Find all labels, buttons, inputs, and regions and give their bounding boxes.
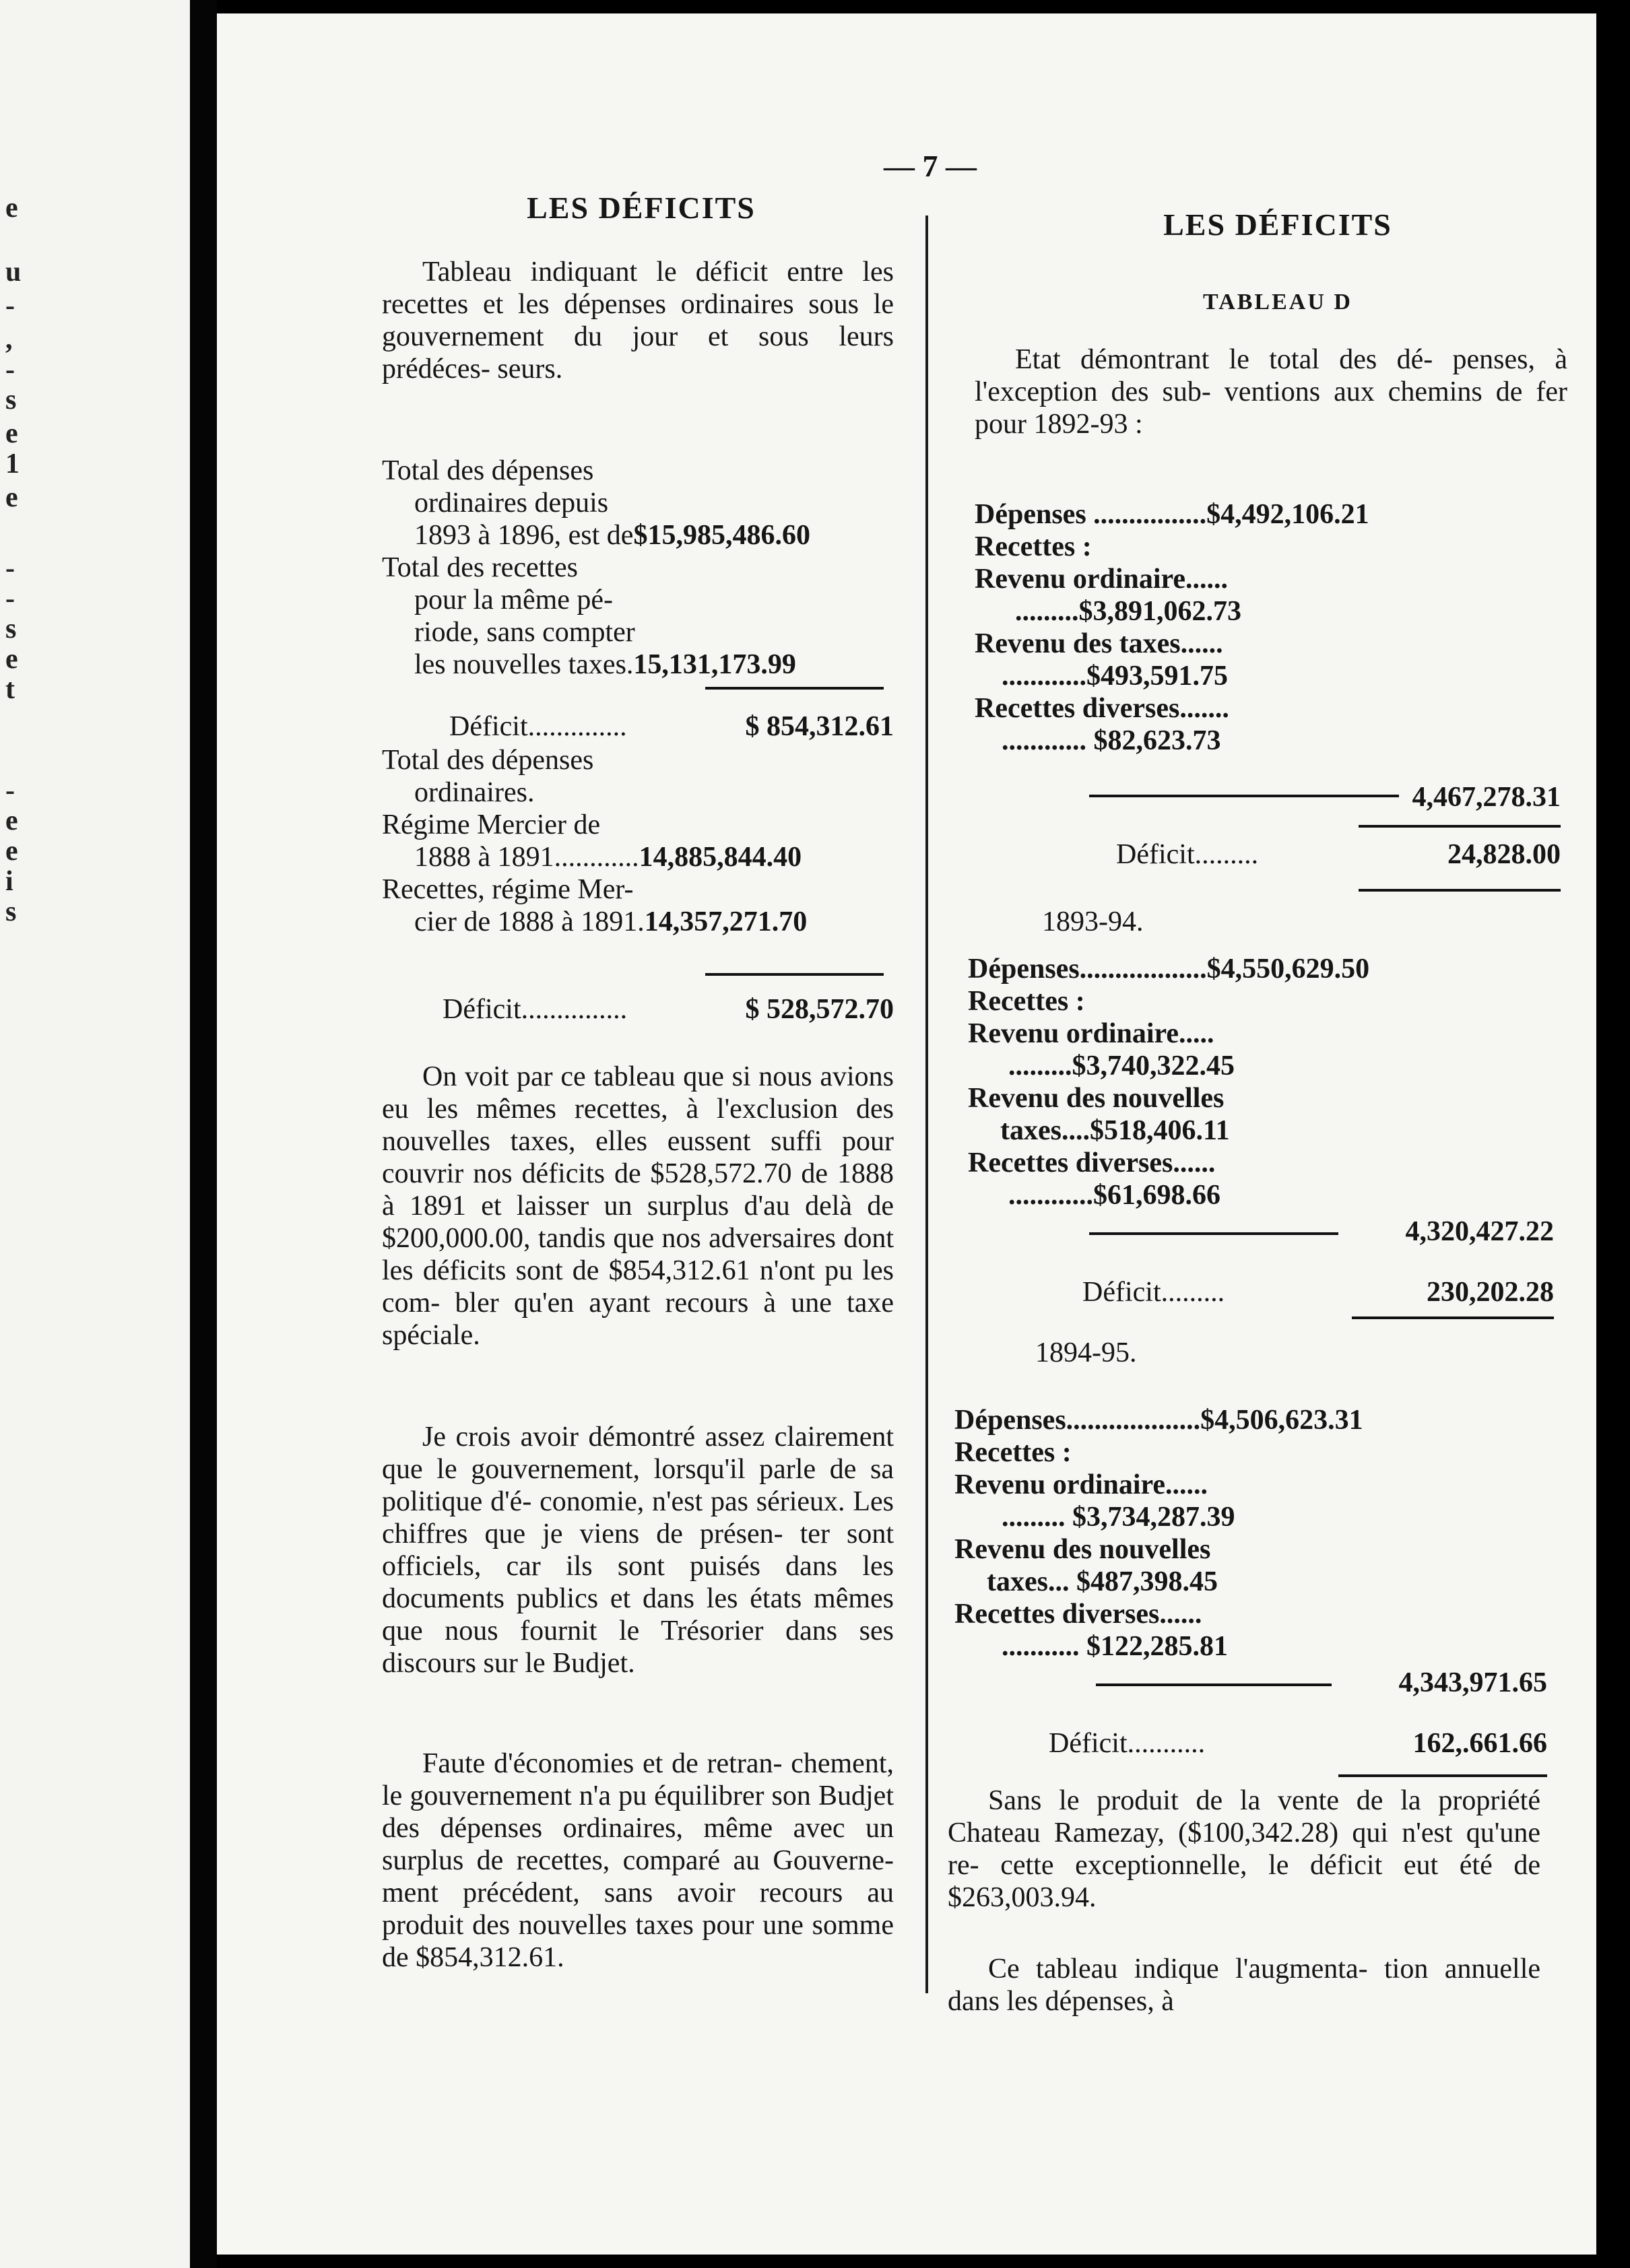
margin-fragment: - bbox=[5, 553, 15, 584]
block-1894-95 bbox=[954, 1404, 1581, 1663]
total-value: 4,320,427.22 bbox=[1405, 1216, 1554, 1247]
row-2 bbox=[382, 809, 901, 841]
margin-fragment: - bbox=[5, 583, 15, 614]
row-label: les nouvelles taxes. bbox=[414, 649, 634, 680]
margin-fragment: e bbox=[5, 805, 18, 836]
left-intro: Tableau indiquant le déficit entre les recettes et les dépenses ordinaires sous le gouvernement du jour et sous leurs prédéces- seurs. bbox=[382, 257, 894, 385]
right-paragraph-2: Ce tableau indique l'augmenta- tion annuelle dans les dépenses, à bbox=[948, 1954, 1540, 2017]
sum-rule bbox=[1089, 795, 1399, 797]
left-paragraph-2: Je crois avoir démontré assez clairement que le gouvernement, lorsqu'il parle de sa politique d'é- conomie, n'est pas sérieux. Les chiffres que je viens de présen- ter sont officiels, car ils sont puisés dans les documents publics et dans les états mêmes que nous fournit le Trésorier dans ses discours sur le Budjet. bbox=[382, 1422, 894, 1679]
row-1 bbox=[382, 776, 901, 809]
row-label: riode, sans compter bbox=[414, 617, 635, 648]
margin-fragment: s bbox=[5, 613, 17, 644]
previous-page-edge bbox=[0, 0, 190, 2268]
row-4 bbox=[382, 873, 901, 906]
table-label: TABLEAU D bbox=[1203, 290, 1352, 314]
deficit-label: Déficit.............. bbox=[449, 711, 627, 742]
row-4 bbox=[382, 584, 901, 616]
deficit-label: Déficit............... bbox=[443, 994, 628, 1025]
recettes-diverses-value: ............ $82,623.73 bbox=[1002, 725, 1221, 756]
recettes-diverses-value: ........... $122,285.81 bbox=[1002, 1631, 1228, 1662]
recettes-diverses-line: Recettes diverses...... bbox=[954, 1599, 1202, 1630]
row-value: 14,885,844.40 bbox=[639, 842, 802, 873]
block-1892-93 bbox=[975, 498, 1581, 757]
deficit-1894-95 bbox=[1029, 1727, 1547, 1760]
revenu-taxes-value: taxes....$518,406.11 bbox=[1000, 1115, 1230, 1146]
total-value: 4,467,278.31 bbox=[1412, 782, 1561, 813]
margin-fragment: s bbox=[5, 896, 17, 927]
margin-fragment: e bbox=[5, 193, 18, 224]
margin-fragment: u bbox=[5, 257, 22, 288]
right-heading: LES DÉFICITS bbox=[1163, 207, 1392, 242]
sum-rule bbox=[1359, 889, 1561, 892]
recettes-diverses-line: Recettes diverses...... bbox=[968, 1147, 1216, 1178]
row-label: 1888 à 1891............ bbox=[414, 842, 639, 873]
row-label: Régime Mercier de bbox=[382, 809, 601, 840]
deficit-value: 162,.661.66 bbox=[1412, 1728, 1547, 1759]
row-5 bbox=[382, 906, 901, 938]
row-value: 15,131,173.99 bbox=[633, 649, 796, 680]
row-3 bbox=[382, 552, 901, 584]
deficit-value: $ 854,312.61 bbox=[745, 711, 894, 742]
revenu-ordinaire-value: ......... $3,734,287.39 bbox=[1002, 1502, 1235, 1533]
depenses-line: Dépenses...................$4,506,623.31 bbox=[954, 1405, 1363, 1436]
revenu-ordinaire-line: Revenu ordinaire...... bbox=[954, 1469, 1208, 1500]
sum-rule bbox=[705, 687, 884, 690]
revenu-taxes-line: Revenu des nouvelles bbox=[954, 1534, 1211, 1565]
deficit-value: 24,828.00 bbox=[1447, 839, 1561, 870]
sum-rule bbox=[1352, 1316, 1554, 1319]
row-label: pour la même pé- bbox=[414, 585, 614, 615]
revenu-taxes-value: ............$493,591.75 bbox=[1002, 661, 1228, 692]
revenu-ordinaire-line: Revenu ordinaire...... bbox=[975, 564, 1229, 595]
margin-fragment: e bbox=[5, 482, 18, 513]
left-paragraph-3: Faute d'économies et de retran- chement, le gouvernement n'a pu équilibrer son Budjet des dépenses ordinaires, même avec un surplus de recettes, comparé au Gouverne- ment précédent, sans avoir recours au produit des nouvelles taxes pour une somme de $854,312.61. bbox=[382, 1748, 894, 1973]
right-paragraph-1: Sans le produit de la vente de la propriété Chateau Ramezay, ($100,342.28) qui n'est qu'une re- cette exceptionnelle, le déficit eut été de $263,003.94. bbox=[948, 1785, 1540, 1913]
recettes-diverses-line: Recettes diverses....... bbox=[975, 693, 1229, 724]
left-deficit-2 bbox=[382, 993, 894, 1026]
revenu-ordinaire-value: .........$3,891,062.73 bbox=[1015, 596, 1241, 627]
margin-fragment: , bbox=[5, 324, 13, 355]
revenu-taxes-value: taxes... $487,398.45 bbox=[987, 1566, 1218, 1597]
revenu-taxes-line: Revenu des nouvelles bbox=[968, 1083, 1225, 1114]
sum-rule bbox=[1359, 825, 1561, 828]
depenses-line: Dépenses ................$4,492,106.21 bbox=[975, 499, 1369, 530]
row-label: Total des dépenses bbox=[382, 745, 594, 776]
row-value: 14,357,271.70 bbox=[644, 906, 808, 937]
row-0 bbox=[382, 744, 901, 776]
page-number: — 7 — bbox=[884, 149, 977, 183]
row-5 bbox=[382, 616, 901, 648]
year-heading-1894-95: 1894-95. bbox=[1035, 1337, 1137, 1368]
deficit-1893-94 bbox=[1055, 1276, 1554, 1308]
revenu-ordinaire-value: .........$3,740,322.45 bbox=[1008, 1050, 1235, 1081]
left-deficit-1 bbox=[382, 710, 894, 743]
row-label: ordinaires. bbox=[414, 777, 535, 808]
document-page bbox=[217, 13, 1596, 2255]
row-1 bbox=[382, 487, 901, 519]
row-value: $15,985,486.60 bbox=[633, 520, 810, 551]
deficit-value: $ 528,572.70 bbox=[745, 994, 894, 1025]
sum-rule bbox=[1096, 1683, 1332, 1686]
depenses-line: Dépenses..................$4,550,629.50 bbox=[968, 954, 1370, 985]
row-6 bbox=[382, 648, 901, 681]
column-divider bbox=[925, 215, 928, 1993]
deficit-label: Déficit......... bbox=[1116, 839, 1259, 870]
revenu-ordinaire-line: Revenu ordinaire..... bbox=[968, 1018, 1214, 1049]
margin-fragment: - bbox=[5, 354, 15, 385]
left-heading: LES DÉFICITS bbox=[527, 191, 756, 225]
margin-fragment: t bbox=[5, 674, 15, 705]
margin-fragment: s bbox=[5, 385, 17, 415]
margin-fragment: e bbox=[5, 418, 18, 449]
recettes-line: Recettes : bbox=[968, 986, 1085, 1017]
row-label: ordinaires depuis bbox=[414, 488, 609, 519]
left-totals-table bbox=[382, 455, 901, 681]
recettes-line: Recettes : bbox=[975, 531, 1092, 562]
row-label: 1893 à 1896, est de bbox=[414, 520, 634, 551]
margin-fragment: 1 bbox=[5, 448, 20, 479]
book-gutter bbox=[190, 0, 217, 2268]
left-paragraph-1: On voit par ce tableau que si nous avions eu les mêmes recettes, à l'exclusion des nouvelles taxes, elles eussent suffi pour couvrir nos déficits de $528,572.70 de 1888 à 1891 et laisser un surplus d'au delà de $200,000.00, tandis que nos adversaires dont les déficits sont de $854,312.61 n'ont pu les com- bler qu'en ayant recours à une taxe spéciale. bbox=[382, 1061, 894, 1351]
sum-rule bbox=[705, 973, 884, 976]
recettes-diverses-value: ............$61,698.66 bbox=[1008, 1180, 1220, 1211]
left-mercier-table bbox=[382, 744, 901, 938]
row-label: cier de 1888 à 1891. bbox=[414, 906, 645, 937]
recettes-line: Recettes : bbox=[954, 1437, 1072, 1468]
margin-fragment: - bbox=[5, 290, 15, 321]
margin-fragment: e bbox=[5, 836, 18, 867]
margin-fragment: i bbox=[5, 866, 13, 897]
margin-fragment: - bbox=[5, 775, 15, 806]
block-1893-94 bbox=[968, 953, 1581, 1211]
sum-rule bbox=[1089, 1232, 1338, 1235]
row-3 bbox=[382, 841, 901, 873]
right-intro: Etat démontrant le total des dé- penses, à l'exception des sub- ventions aux chemins de fer pour 1892-93 : bbox=[975, 344, 1567, 440]
row-label: Total des recettes bbox=[382, 552, 578, 583]
revenu-taxes-line: Revenu des taxes...... bbox=[975, 628, 1223, 659]
row-2 bbox=[382, 519, 901, 552]
deficit-1892-93 bbox=[1055, 838, 1561, 871]
total-value: 4,343,971.65 bbox=[1398, 1667, 1547, 1698]
year-heading-1893-94: 1893-94. bbox=[1042, 906, 1144, 937]
deficit-label: Déficit......... bbox=[1082, 1277, 1225, 1308]
deficit-label: Déficit........... bbox=[1049, 1728, 1206, 1759]
sum-rule bbox=[1338, 1774, 1547, 1777]
row-label: Recettes, régime Mer- bbox=[382, 874, 634, 905]
row-0 bbox=[382, 455, 901, 487]
row-label: Total des dépenses bbox=[382, 455, 594, 486]
margin-fragment: e bbox=[5, 644, 18, 675]
deficit-value: 230,202.28 bbox=[1427, 1277, 1554, 1308]
